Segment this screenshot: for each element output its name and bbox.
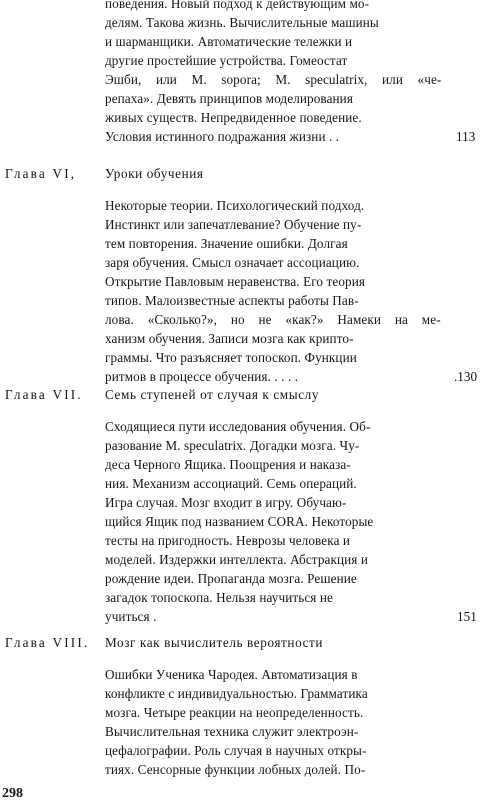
text-line: конфликте с индивидуальностью. Грамматика <box>105 686 368 701</box>
text-line: Игра случая. Мозг входит в игру. Обучаю- <box>105 495 347 510</box>
text-line: типов. Малоизвестные аспекты работы Пав- <box>105 293 359 308</box>
text-line: щийся Ящик под названием CORA. Некоторые <box>105 514 374 529</box>
text-line: граммы. Что разъясняет топоскоп. Функции <box>105 350 357 365</box>
page-number: 113 <box>456 129 476 144</box>
text-line: цефалографии. Роль случая в научных откры- <box>105 743 367 758</box>
text-line: Инстинкт или запечатлевание? Обучение пу- <box>105 217 362 232</box>
text-line: репаха». Девять принципов моделирования <box>105 91 354 106</box>
chapter-label: Глава VII. <box>5 387 83 402</box>
text-line: ритмов в процессе обучения. . . . . <box>105 369 299 384</box>
chapter-label: Глава VIII. <box>5 635 90 650</box>
chapter-title: Уроки обучения <box>105 166 204 181</box>
text-line: тесты на пригодность. Неврозы человека и <box>105 533 351 548</box>
chapter-title: Семь ступеней от случая к смыслу <box>105 387 320 402</box>
text-line: поведения. Новый подход к действующим мо- <box>105 0 370 11</box>
text-line: делям. Такова жизнь. Вычислительные машины <box>105 15 379 30</box>
text-line: заря обучения. Смысл означает ассоциацию. <box>105 255 360 270</box>
page-footer-number: 298 <box>2 786 23 801</box>
page-number: 151 <box>457 609 477 624</box>
text-line: деса Черного Ящика. Поощрения и наказа- <box>105 457 351 472</box>
text-line: Некоторые теории. Психологический подход. <box>105 198 365 213</box>
text-line: Ошибки Ученика Чародея. Автоматизация в <box>105 667 358 682</box>
text-line: живых существ. Непредвиденное поведение. <box>105 110 362 125</box>
text-line: Вычислительная техника служит электроэн- <box>105 724 359 739</box>
chapter-title: Мозг как вычислитель вероятности <box>105 635 324 650</box>
text-line: Эшби, или M. sopora; M. speculatrix, или «че- <box>105 72 442 87</box>
text-line: моделей. Издержки интеллекта. Абстракция и <box>105 552 369 567</box>
text-line: тем повторения. Значение ошибки. Долгая <box>105 236 348 251</box>
text-line: разование M. speculatrix. Догадки мозга. Чу- <box>105 438 360 453</box>
text-line: лова. «Сколько?», но не «как?» Намеки на ме- <box>105 312 441 327</box>
text-line: Открытие Павловым неравенства. Его теория <box>105 274 366 289</box>
page-number: .130 <box>454 369 478 384</box>
text-line: и шарманщики. Автоматические тележки и <box>105 34 353 49</box>
text-line: Условия истинного подражания жизни . . <box>105 129 340 144</box>
text-line: другие простейшие устройства. Гомеостат <box>105 53 348 68</box>
text-line: тиях. Сенсорные функции лобных долей. По- <box>105 762 366 777</box>
text-line: загадок топоскопа. Нельзя научиться не <box>105 590 333 605</box>
text-line: учиться . <box>105 609 157 624</box>
text-line: ния. Механизм ассоциаций. Семь операций. <box>105 476 357 491</box>
chapter-label: Глава VI, <box>5 166 77 181</box>
text-line: мозга. Четыре реакции на неопределенность. <box>105 705 364 720</box>
text-line: Сходящиеся пути исследования обучения. Об- <box>105 419 371 434</box>
text-line: рождение идеи. Пропаганда мозга. Решение <box>105 571 357 586</box>
text-line: ханизм обучения. Записи мозга как крипто- <box>105 331 354 346</box>
